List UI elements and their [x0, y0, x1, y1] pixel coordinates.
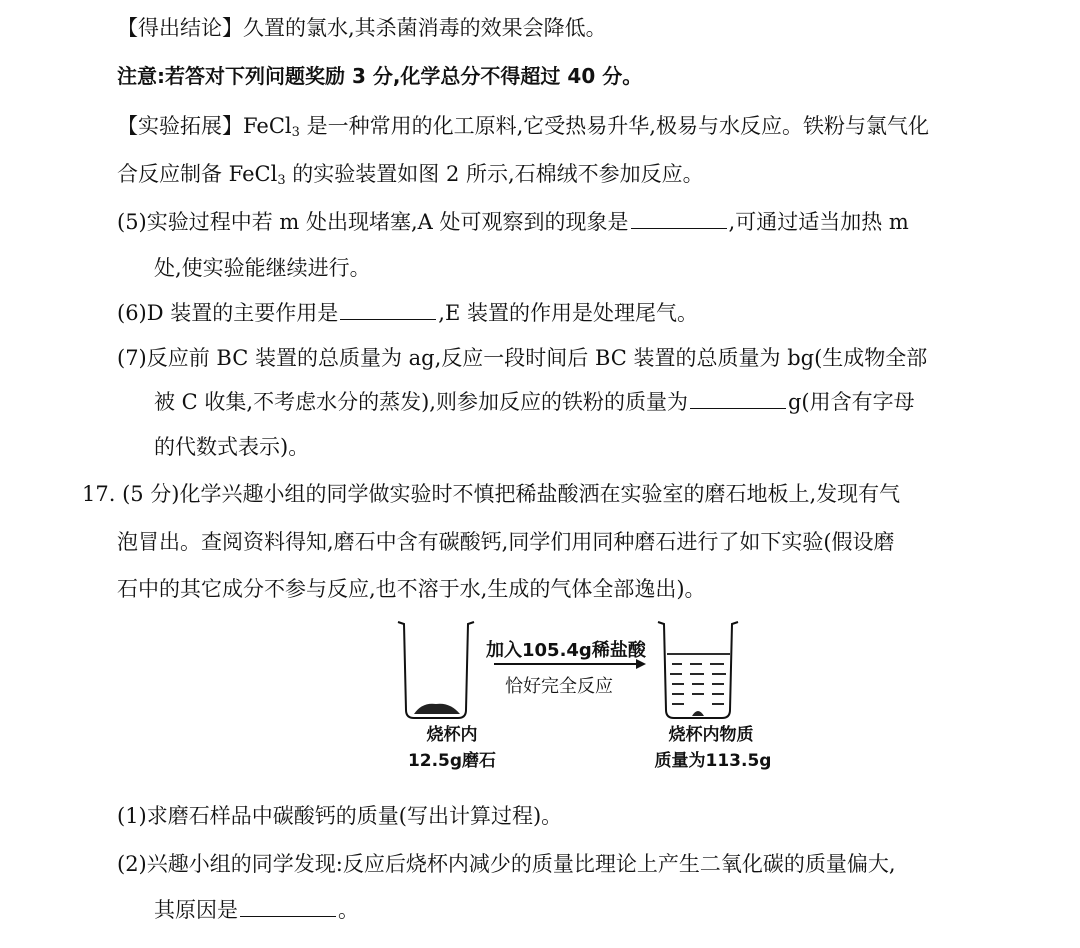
q5-answer-blank[interactable]	[631, 227, 727, 229]
experiment-figure	[390, 610, 770, 730]
q5-text: (5)实验过程中若 m 处出现堵塞,A 处可观察到的现象是	[117, 210, 629, 234]
right-beaker-label-2: 质量为113.5g	[654, 751, 772, 771]
extension-text-2a: 合反应制备 FeCl	[117, 162, 278, 186]
q6-answer-blank[interactable]	[340, 318, 436, 320]
extension-line-1	[117, 110, 929, 140]
sub2-answer-blank[interactable]	[240, 915, 336, 917]
q7-text: 被 C 收集,不考虑水分的蒸发),则参加反应的铁粉的质量为	[154, 390, 688, 414]
fecl3-formula: FeCl	[243, 114, 292, 138]
q17-line-1: 17. (5 分)化学兴趣小组的同学做实验时不慎把稀盐酸洒在实验室的磨石地板上,发现有气	[82, 482, 901, 506]
sub2-period: 。	[338, 898, 359, 922]
q5-line-1	[117, 206, 909, 236]
left-beaker-label-1: 烧杯内	[426, 725, 478, 745]
right-beaker	[658, 622, 738, 718]
left-beaker	[398, 622, 474, 718]
extension-tag: 【实验拓展】	[117, 114, 243, 138]
sub2-text: 其原因是	[154, 898, 238, 922]
conclusion-text: 久置的氯水,其杀菌消毒的效果会降低。	[243, 16, 607, 40]
sub2-line-1: (2)兴趣小组的同学发现:反应后烧杯内减少的质量比理论上产生二氧化碳的质量偏大,	[117, 852, 896, 876]
sub2-line-2	[154, 894, 359, 924]
q7-line-1: (7)反应前 BC 装置的总质量为 ag,反应一段时间后 BC 装置的总质量为 bg(生成物全部	[117, 346, 928, 370]
stone-sample	[414, 704, 460, 714]
q7-line-2	[154, 386, 915, 416]
q7-answer-blank[interactable]	[690, 407, 786, 409]
q5-line-2: 处,使实验能继续进行。	[154, 256, 371, 280]
formula-subscript-2: 3	[277, 173, 286, 188]
notice-line: 注意:若答对下列问题奖励 3 分,化学总分不得超过 40 分。	[117, 64, 643, 88]
q7-line-3: 的代数式表示)。	[154, 435, 310, 459]
conclusion-line	[117, 12, 607, 42]
solution-lines	[667, 654, 730, 704]
formula-subscript: 3	[291, 125, 300, 140]
arrow-top-label: 加入105.4g稀盐酸	[486, 640, 646, 661]
extension-line-2	[117, 158, 704, 188]
q6-text-cont: ,E 装置的作用是处理尾气。	[438, 301, 698, 325]
q17-line-3: 石中的其它成分不参与反应,也不溶于水,生成的气体全部逸出)。	[117, 577, 706, 601]
conclusion-tag: 【得出结论】	[117, 16, 243, 40]
q5-text-cont: ,可通过适当加热 m	[728, 210, 909, 234]
q6-text: (6)D 装置的主要作用是	[117, 301, 339, 325]
sub1-line: (1)求磨石样品中碳酸钙的质量(写出计算过程)。	[117, 804, 563, 828]
right-beaker-label-1: 烧杯内物质	[668, 725, 754, 745]
residue	[692, 711, 704, 716]
q7-text-cont: g(用含有字母	[787, 390, 915, 414]
left-beaker-label-2: 12.5g磨石	[407, 751, 497, 771]
arrow-bottom-label: 恰好完全反应	[505, 676, 613, 697]
extension-text-2b: 的实验装置如图 2 所示,石棉绒不参加反应。	[285, 162, 704, 186]
extension-text: 是一种常用的化工原料,它受热易升华,极易与水反应。铁粉与氯气化	[299, 114, 929, 138]
q17-line-2: 泡冒出。查阅资料得知,磨石中含有碳酸钙,同学们用同种磨石进行了如下实验(假设磨	[117, 530, 895, 554]
q6-line	[117, 297, 698, 327]
